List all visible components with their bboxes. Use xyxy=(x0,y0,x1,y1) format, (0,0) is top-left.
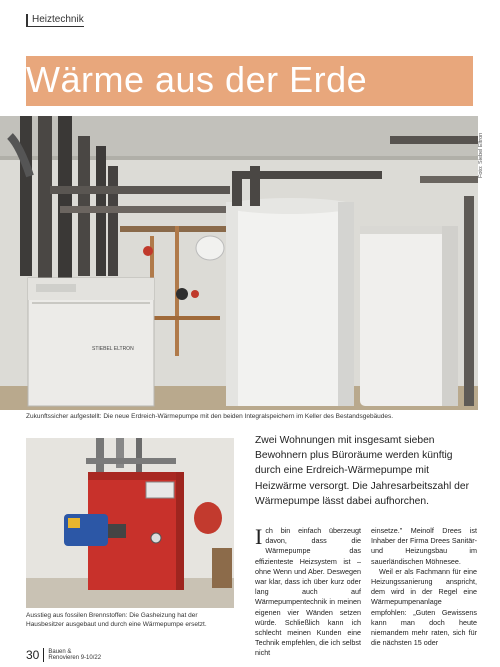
section-tag: Heiztechnik xyxy=(26,14,84,27)
magazine-name xyxy=(48,649,101,662)
footer-divider xyxy=(43,648,44,662)
magazine-name-line1: Bauen & xyxy=(48,648,72,655)
secondary-photo xyxy=(26,438,234,608)
secondary-caption: Ausstieg aus fossilen Brennstoffen: Die Gasheizung hat der Hausbesitzer ausgebaut und durch eine Wärmepumpe ersetzt. xyxy=(26,612,207,628)
hero-device-label: STIEBEL ELTRON xyxy=(92,346,134,352)
body-paragraph: ch bin einfach überzeugt davon, dass die Wärmepumpe das effizienteste Heizsystem ist – ohne Wenn und Aber. Deswegen war klar, dass ich über kurz oder lang auch auf Wärmepumpentechnik in meinen eigenen vier Wänden setzen würde. Schließlich kann ich schlecht meinen Kunden eine Technik empfehlen, die ich selbst nicht xyxy=(255,526,361,658)
drop-cap: I xyxy=(255,524,263,549)
photo-credit: Foto: Siebel Eltron xyxy=(478,132,484,178)
page-number: 30 xyxy=(26,648,40,662)
body-column-2 xyxy=(371,526,477,648)
body-paragraph: einsetze." Meinolf Drees ist Inhaber der Firma Drees Sanitär- und Heizungsbau im sauerländischen Möhnesee. xyxy=(371,526,477,566)
hero-caption: Zukunftssicher aufgestellt: Die neue Erdreich-Wärmepumpe mit den beiden Integralspeichern im Keller des Bestandsgebäudes. xyxy=(26,413,394,420)
body-column-1 xyxy=(255,526,361,659)
hero-photo-illustration xyxy=(0,116,478,410)
magazine-name-line2: Renovieren 9-10/22 xyxy=(48,655,102,661)
body-paragraph: Weil er als Fachmann für eine Heizungssanierung anspricht, dem wird in der Regel eine Wärmepumpenanlage empfohlen: „Guten Gewissens kann man doch heute niemandem mehr raten, sich für die nächsten 15 oder xyxy=(371,566,477,648)
hero-photo xyxy=(0,116,478,410)
page-footer xyxy=(26,645,101,665)
lead-paragraph: Zwei Wohnungen mit insgesamt sieben Bewohnern plus Büroräume werden künftig durch eine Erdreich-Wärmepumpe mit Heizwärme versorgt. Die Jahresarbeitszahl der Wärmepumpe lässt dabei aufhorchen. xyxy=(255,435,470,507)
gas-boiler-illustration xyxy=(26,438,234,608)
page-title: Wärme aus der Erde xyxy=(26,59,368,100)
